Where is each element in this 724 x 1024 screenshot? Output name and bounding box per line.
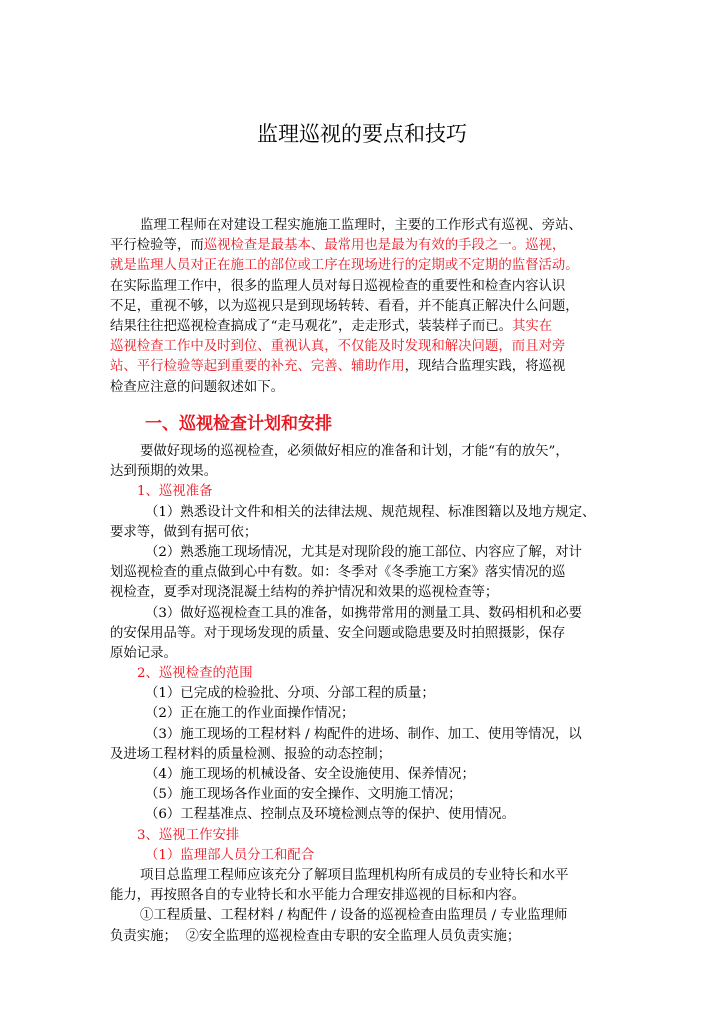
text-line: 及进场工程材料的质量检测、报验的动态控制； <box>110 746 392 762</box>
text-line: 划巡视检查的重点做到心中有数。如：冬季对《冬季施工方案》落实情况的巡 <box>110 565 566 581</box>
text-run: 结果往往把巡视检查搞成了“走马观花”，走走形式，装装样子而已。 <box>110 318 513 334</box>
highlight-line: 巡视检查工作中及时到位、重视认真，不仅能及时发现和解决问题，而且对旁 <box>110 339 566 355</box>
text-run: 平行检验等，而 <box>110 238 204 254</box>
text-line: 视检查，夏季对现浇混凝土结构的养护情况和效果的巡视检查等； <box>110 585 499 601</box>
highlight-line: 就是监理人员对正在施工的部位或工序在现场进行的定期或不定期的监督活动。 <box>110 258 579 274</box>
text-line: （5）施工现场各作业面的安全操作、文明施工情况； <box>145 787 462 803</box>
text-line: （3）施工现场的工程材料 / 构配件的进场、制作、加工、使用等情况，以 <box>145 726 582 742</box>
subsection-subheading: （1）监理部人员分工和配合 <box>145 847 315 863</box>
subsection-heading: 2、巡视检查的范围 <box>137 666 253 682</box>
text-line: 检查应注意的问题叙述如下。 <box>110 379 285 395</box>
text-line <box>110 236 630 256</box>
text-line: （2）正在施工的作业面操作情况； <box>145 706 355 722</box>
text-line: （2）熟悉施工现场情况，尤其是对现阶段的施工部位、内容应了解，对计 <box>145 544 583 560</box>
text-line: （6）工程基准点、控制点及环境检测点等的保护、使用情况。 <box>145 807 516 823</box>
text-line: 不足，重视不够，以为巡视只是到现场转转、看看，并不能真正解决什么问题， <box>110 298 579 314</box>
section-body <box>110 442 630 947</box>
highlight-text: 站、平行检验等起到重要的补充、完善、辅助作用 <box>110 359 405 375</box>
page-title: 监理巡视的要点和技巧 <box>257 122 467 146</box>
text-line: ①工程质量、工程材料 / 构配件 / 设备的巡视检查由监理员 / 专业监理师 <box>140 908 568 924</box>
text-line: 在实际监理工作中，很多的监理人员对每日巡视检查的重要性和检查内容认识 <box>110 278 566 294</box>
intro-paragraph <box>110 216 630 398</box>
highlight-text: 其实在 <box>512 318 553 334</box>
highlight-text: 巡视检查是最基本、最常用也是最为有效的手段之一。巡视， <box>203 238 566 254</box>
text-line: 负责实施； ②安全监理的巡视检查由专职的安全监理人员负责实施； <box>110 928 521 944</box>
section-heading: 一、巡视检查计划和安排 <box>145 414 332 434</box>
subsection-heading: 3、巡视工作安排 <box>137 827 240 843</box>
text-line: （1）已完成的检验批、分项、分部工程的质量； <box>145 686 435 702</box>
text-line: 达到预期的效果。 <box>110 464 218 480</box>
text-line: （4）施工现场的机械设备、安全设施使用、保养情况； <box>145 767 475 782</box>
text-line <box>110 317 630 337</box>
text-line: 要求等，做到有据可依； <box>110 524 258 540</box>
text-line: （3）做好巡视检查工具的准备，如携带常用的测量工具、数码相机和必要 <box>145 605 583 621</box>
text-line: 项目总监理工程师应该充分了解项目监理机构所有成员的专业特长和水平 <box>140 867 569 883</box>
text-line: 原始记录。 <box>110 645 177 661</box>
text-line: （1）熟悉设计文件和相关的法律法规、规范规程、标准图籍以及地方规定、 <box>145 504 596 520</box>
text-run: ，现结合监理实践，将巡视 <box>404 359 566 375</box>
text-line: 的安保用品等。对于现场发现的质量、安全问题或隐患要及时拍照摄影，保存 <box>110 625 566 641</box>
text-line <box>110 357 630 377</box>
text-line: 能力，再按照各自的专业特长和水平能力合理安排巡视的目标和内容。 <box>110 888 526 904</box>
subsection-heading: 1、巡视准备 <box>137 484 213 500</box>
text-line: 要做好现场的巡视检查，必须做好相应的准备和计划，才能“有的放矢”， <box>140 444 569 459</box>
text-line: 监理工程师在对建设工程实施施工监理时，主要的工作形式有巡视、旁站、 <box>140 218 582 233</box>
